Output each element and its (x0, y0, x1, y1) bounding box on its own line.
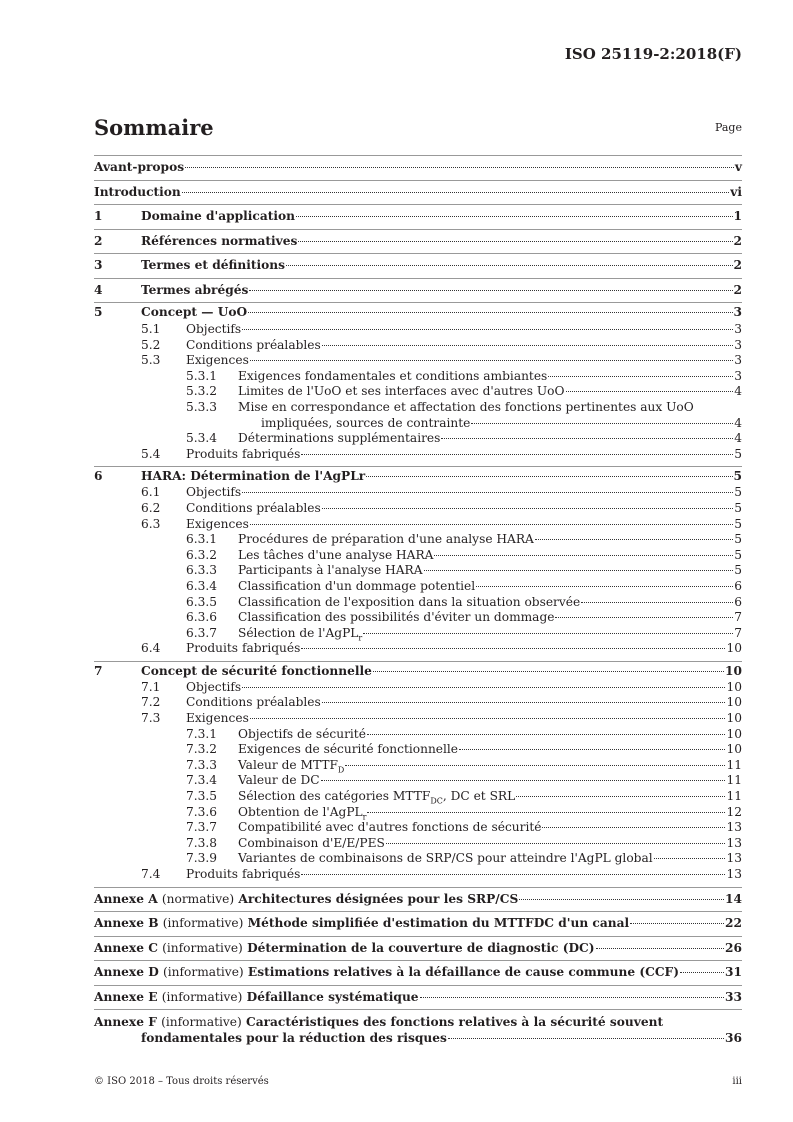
toc-entry-annex-a[interactable]: Annexe A (normative) Architectures désignées pour les SRP/CS 14 (94, 887, 742, 912)
toc-entry-avant-propos[interactable]: Avant-propos v (94, 155, 742, 180)
toc-entry-7-3-6[interactable]: 7.3.6 Obtention de l'AgPL$_r$ 12 (186, 804, 742, 822)
toc-entry-7-1[interactable]: 7.1 Objectifs 10 (141, 679, 742, 694)
toc-entry-6-3-2[interactable]: 6.3.2 Les tâches d'une analyse HARA 5 (186, 547, 742, 562)
toc-entry-7-3[interactable]: 7.3 Exigences 10 (141, 711, 742, 726)
toc-entry-6-3-7[interactable]: 6.3.7 Sélection de l'AgPL$_r$ 7 (186, 625, 742, 643)
toc-entry-7[interactable]: 7 Concept de sécurité fonctionnelle 10 (94, 661, 742, 680)
toc-entry-5-3-3[interactable]: 5.3.3 Mise en correspondance et affectation des fonctions pertinentes aux UoO impliquées, sources de contrainte 4 (186, 399, 742, 430)
toc-entry-7-4[interactable]: 7.4 Produits fabriqués 13 (141, 867, 742, 881)
toc-entry-2[interactable]: 2 Références normatives 2 (94, 229, 742, 254)
toc-entry-introduction[interactable]: Introduction vi (94, 180, 742, 205)
document-id: ISO 25119-2:2018(F) (564, 45, 742, 63)
toc-entry-6-4[interactable]: 6.4 Produits fabriqués 10 (141, 641, 742, 656)
toc-entry-7-3-8[interactable]: 7.3.8 Combinaison d'E/E/PES 13 (186, 835, 742, 850)
toc-entry-5-3[interactable]: 5.3 Exigences 3 (141, 353, 742, 368)
toc-entry-5-3-2[interactable]: 5.3.2 Limites de l'UoO et ses interfaces avec d'autres UoO 4 (186, 384, 742, 399)
toc-entry-5-2[interactable]: 5.2 Conditions préalables 3 (141, 337, 742, 352)
toc-entry-annex-e[interactable]: Annexe E (informative) Défaillance systématique 33 (94, 985, 742, 1010)
toc-entry-7-3-7[interactable]: 7.3.7 Compatibilité avec d'autres fonctions de sécurité 13 (186, 820, 742, 835)
toc-entry-annex-f[interactable]: Annexe F (informative) Caractéristiques des fonctions relatives à la sécurité souvent fondamentales pour la réduction des risques 36 (94, 1009, 742, 1049)
toc-entry-6-3-3[interactable]: 6.3.3 Participants à l'analyse HARA 5 (186, 563, 742, 578)
toc-entry-5-4[interactable]: 5.4 Produits fabriqués 5 (141, 446, 742, 461)
toc-entry-7-3-2[interactable]: 7.3.2 Exigences de sécurité fonctionnelle 10 (186, 742, 742, 757)
toc-entry-7-3-1[interactable]: 7.3.1 Objectifs de sécurité 10 (186, 726, 742, 741)
toc-entry-1[interactable]: 1 Domaine d'application 1 (94, 204, 742, 229)
toc-entry-6-3-6[interactable]: 6.3.6 Classification des possibilités d'éviter un dommage 7 (186, 610, 742, 625)
toc-entry-7-3-5[interactable]: 7.3.5 Sélection des catégories $MTTF_{DC}$, DC et SRL 11 (186, 789, 742, 806)
toc-entry-7-2[interactable]: 7.2 Conditions préalables 10 (141, 695, 742, 710)
toc-entry-7-3-4[interactable]: 7.3.4 Valeur de DC 11 (186, 773, 742, 788)
toc-entry-6-3-4[interactable]: 6.3.4 Classification d'un dommage potentiel 6 (186, 578, 742, 593)
page-title: Sommaire (94, 115, 214, 140)
table-of-contents (94, 155, 742, 1049)
toc-entry-6-3-1[interactable]: 6.3.1 Procédures de préparation d'une analyse HARA 5 (186, 532, 742, 547)
toc-entry-6[interactable]: 6 HARA: Détermination de l'AgPLr 5 (94, 466, 742, 485)
toc-entry-7-3-9[interactable]: 7.3.9 Variantes de combinaisons de SRP/CS pour atteindre l'AgPL global 13 (186, 851, 742, 866)
toc-entry-4[interactable]: 4 Termes abrégés 2 (94, 278, 742, 303)
page-column-label: Page (714, 121, 742, 134)
toc-entry-5[interactable]: 5 Concept — UoO 3 (94, 302, 742, 322)
toc-entry-5-1[interactable]: 5.1 Objectifs 3 (141, 322, 742, 336)
toc-entry-6-1[interactable]: 6.1 Objectifs 5 (141, 485, 742, 500)
toc-entry-3[interactable]: 3 Termes et définitions 2 (94, 253, 742, 278)
footer-page-number: iii (732, 1076, 742, 1087)
footer-copyright: © ISO 2018 – Tous droits réservés (94, 1076, 269, 1087)
toc-entry-7-3-3[interactable]: 7.3.3 Valeur de $MTTF_D$ 11 (186, 757, 742, 775)
toc-entry-6-3-5[interactable]: 6.3.5 Classification de l'exposition dans la situation observée 6 (186, 594, 742, 609)
toc-entry-5-3-1[interactable]: 5.3.1 Exigences fondamentales et conditions ambiantes 3 (186, 368, 742, 383)
toc-entry-6-3[interactable]: 6.3 Exigences 5 (141, 516, 742, 531)
toc-entry-annex-d[interactable]: Annexe D (informative) Estimations relatives à la défaillance de cause commune (CCF) 31 (94, 960, 742, 985)
toc-entry-5-3-4[interactable]: 5.3.4 Déterminations supplémentaires 4 (186, 431, 742, 446)
toc-entry-6-2[interactable]: 6.2 Conditions préalables 5 (141, 500, 742, 515)
toc-entry-annex-b[interactable]: Annexe B (informative) Méthode simplifiée d'estimation du MTTFDC d'un canal 22 (94, 911, 742, 936)
toc-entry-annex-c[interactable]: Annexe C (informative) Détermination de la couverture de diagnostic (DC) 26 (94, 936, 742, 961)
